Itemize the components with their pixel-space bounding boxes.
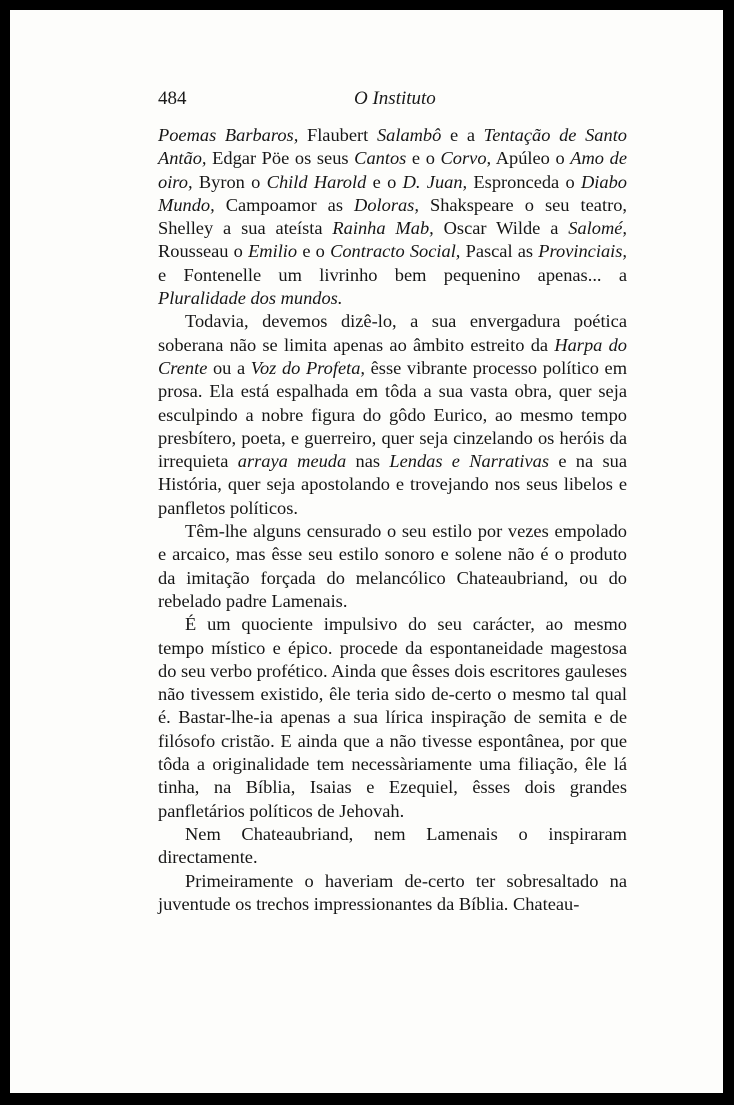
text-run: Edgar Pöe os seus xyxy=(206,148,355,169)
italic-title: Harpa do Crente xyxy=(158,334,627,378)
text-run: e Fontenelle um livrinho bem pequenino apenas... a xyxy=(158,264,627,285)
paragraph xyxy=(158,520,627,613)
text-run: Todavia, devemos dizê-lo, a sua envergadura poética soberana não se limita apenas ao âmbito estreito da xyxy=(158,311,627,355)
running-title: O Instituto xyxy=(354,88,436,109)
italic-title: Voz do Profeta, xyxy=(250,357,366,378)
text-run: Byron o xyxy=(192,171,267,192)
text-run: Têm-lhe alguns censurado o seu estilo por vezes empolado e arcaico, mas êsse seu estilo sonoro e solene não é o produto da imitação forçada do melancólico Chateaubriand, ou do rebelado padre Lamenais. xyxy=(158,521,627,611)
text-run: Oscar Wilde a xyxy=(433,218,569,239)
text-run: e na sua História, quer seja apostolando e trovejando nos seus libelos e panfletos políticos. xyxy=(158,451,627,518)
italic-title: Rainha Mab, xyxy=(332,218,434,239)
italic-title: Contracto Social, xyxy=(330,241,461,262)
text-run: Nem Chateaubriand, nem Lamenais o inspiraram directamente. xyxy=(158,823,627,868)
italic-title: Emilio xyxy=(248,241,298,262)
italic-title: D. Juan, xyxy=(402,171,468,192)
italic-title: Doloras, xyxy=(354,194,419,215)
italic-title: arraya meuda xyxy=(237,451,347,472)
italic-title: Tentação de Santo Antão, xyxy=(158,125,627,169)
italic-title: Pluralidade dos mundos. xyxy=(158,288,343,309)
text-run: Shakspeare o seu teatro, Shelley a sua ateísta xyxy=(158,194,627,239)
book-page xyxy=(10,10,723,1093)
italic-title: Salambô xyxy=(376,125,442,145)
text-run: Rousseau o xyxy=(158,241,249,262)
italic-title: Lendas e Narrativas xyxy=(389,451,549,472)
text-run: Primeiramente o haveriam de-certo ter sobresaltado na juventude os trechos impressionantes da Bíblia. Chateau- xyxy=(158,870,627,914)
text-run: ou a xyxy=(207,357,251,378)
paragraph xyxy=(158,823,627,870)
body-text xyxy=(158,124,627,916)
text-run: e o xyxy=(406,148,441,169)
text-run: Flaubert xyxy=(298,125,377,145)
paragraph xyxy=(158,870,627,917)
text-run: êsse vibrante processo político em prosa. Ela está espalhada em tôda a sua vasta obra, quer seja esculpindo a nobre figura do gôdo Eurico, ao mesmo tempo presbítero, poeta, e guerreiro, quer seja cinzelando os heróis da irrequieta xyxy=(158,357,627,472)
text-run: Espronceda o xyxy=(467,171,582,192)
page-number: 484 xyxy=(158,88,187,109)
text-run: É um quociente impulsivo do seu carácter, ao mesmo tempo místico e épico. procede da espontaneidade magestosa do seu verbo profético. Ainda que êsses dois escritores gauleses não tivessem existido, êle teria sido de-certo o mesmo tal qual é. Bastar-lhe-ia apenas a sua lírica inspiração de semita e de filósofo cristão. E ainda que a não tivesse espontânea, por que tôda a originalidade tem necessàriamente uma filiação, êle lá tinha, na Bíblia, Isaias e Ezequiel, êsses dois grandes panfletários políticos de Jehovah. xyxy=(158,614,627,821)
text-run: e o xyxy=(297,241,331,262)
text-run: nas xyxy=(346,451,390,472)
paragraph xyxy=(158,124,627,310)
text-run: Pascal as xyxy=(460,241,539,262)
italic-title: Child Harold xyxy=(266,171,367,192)
text-run: e a xyxy=(441,125,484,145)
text-run: Campoamor as xyxy=(214,194,355,215)
italic-title: Salomé, xyxy=(568,218,628,239)
italic-title: Amo de oiro, xyxy=(158,148,627,192)
italic-title: Provinciais, xyxy=(538,241,627,262)
paragraph xyxy=(158,613,627,823)
italic-title: Diabo Mundo, xyxy=(158,171,627,215)
italic-title: Cantos xyxy=(354,148,407,169)
text-run: Apúleo o xyxy=(491,148,571,169)
paragraph xyxy=(158,310,627,520)
italic-title: Poemas Barbaros, xyxy=(158,125,299,145)
text-run: e o xyxy=(366,171,403,192)
page-header xyxy=(158,88,638,110)
italic-title: Corvo, xyxy=(440,148,492,169)
